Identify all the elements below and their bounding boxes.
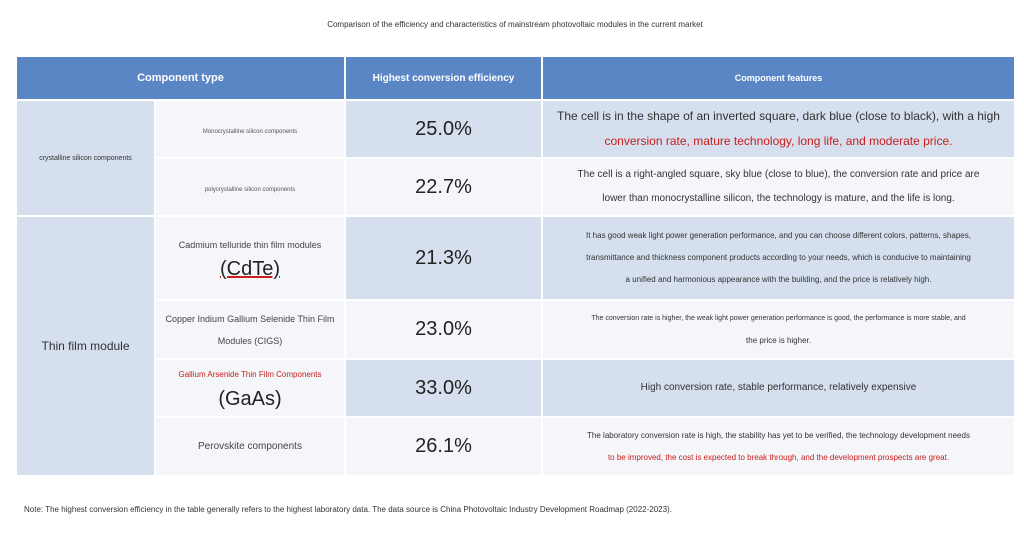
features-line-highlight: to be improved, the cost is expected to break through, and the development prospects are great. bbox=[607, 452, 950, 462]
header-row bbox=[16, 56, 1015, 100]
type-abbreviation: (CdTe) bbox=[219, 258, 280, 280]
type-label: Copper Indium Gallium Selenide Thin Film bbox=[165, 313, 335, 324]
table-row bbox=[16, 417, 1015, 476]
type-label: Cadmium telluride thin film modules bbox=[178, 240, 322, 250]
features-cell bbox=[542, 300, 1015, 359]
features-line: the price is higher. bbox=[746, 335, 811, 345]
features-line: It has good weak light power generation performance, and you can choose different colors, patterns, shapes, bbox=[586, 231, 971, 240]
table-row bbox=[16, 216, 1015, 300]
features-line: High conversion rate, stable performance, relatively expensive bbox=[640, 382, 917, 393]
features-cell bbox=[542, 417, 1015, 476]
header-features: Component features bbox=[542, 56, 1015, 100]
features-line: transmittance and thickness component products according to your needs, which is conducive to maintaining bbox=[586, 253, 971, 262]
efficiency-cell: 23.0% bbox=[345, 300, 542, 359]
type-cell bbox=[155, 300, 345, 359]
table-row bbox=[16, 158, 1015, 216]
features-line: The laboratory conversion rate is high, the stability has yet to be verified, the technology development needs bbox=[587, 430, 970, 440]
efficiency-cell: 21.3% bbox=[345, 216, 542, 300]
group-thin-film: Thin film module bbox=[16, 216, 155, 476]
efficiency-cell: 22.7% bbox=[345, 158, 542, 216]
features-cell bbox=[542, 158, 1015, 216]
group-crystalline-silicon: crystalline silicon components bbox=[16, 100, 155, 216]
features-line-highlight: conversion rate, mature technology, long life, and moderate price. bbox=[604, 134, 953, 148]
efficiency-cell: 25.0% bbox=[345, 100, 542, 158]
type-cell bbox=[155, 359, 345, 417]
comparison-table bbox=[15, 55, 1016, 477]
efficiency-cell: 26.1% bbox=[345, 417, 542, 476]
features-cell bbox=[542, 100, 1015, 158]
page-title: Comparison of the efficiency and characteristics of mainstream photovoltaic modules in the current market bbox=[327, 20, 703, 29]
type-label: polycrystalline silicon components bbox=[204, 187, 296, 193]
type-abbreviation: (GaAs) bbox=[218, 388, 282, 410]
table-row bbox=[16, 359, 1015, 417]
type-label: Perovskite components bbox=[198, 440, 302, 452]
header-efficiency: Highest conversion efficiency bbox=[345, 56, 542, 100]
header-component-type: Component type bbox=[16, 56, 345, 100]
features-line: The cell is in the shape of an inverted square, dark blue (close to black), with a high bbox=[557, 109, 1000, 123]
features-line: lower than monocrystalline silicon, the technology is mature, and the life is long. bbox=[602, 193, 955, 204]
features-cell bbox=[542, 216, 1015, 300]
efficiency-cell: 33.0% bbox=[345, 359, 542, 417]
table-row bbox=[16, 100, 1015, 158]
type-cell bbox=[155, 216, 345, 300]
footnote: Note: The highest conversion efficiency in the table generally refers to the highest laboratory data. The data source is China Photovoltaic Industry Development Roadmap (2022-2023). bbox=[24, 505, 672, 514]
features-cell bbox=[542, 359, 1015, 417]
features-line: The cell is a right-angled square, sky blue (close to blue), the conversion rate and price are bbox=[577, 169, 980, 180]
type-cell bbox=[155, 100, 345, 158]
features-line: The conversion rate is higher, the weak light power generation performance is good, the performance is more stable, and bbox=[591, 314, 966, 322]
type-cell bbox=[155, 417, 345, 476]
table-row bbox=[16, 300, 1015, 359]
features-line: a unified and harmonious appearance with the building, and the price is relatively high. bbox=[625, 275, 932, 284]
type-label-highlight: Gallium Arsenide Thin Film Components bbox=[178, 370, 322, 379]
type-cell bbox=[155, 158, 345, 216]
type-label-line2: Modules (CIGS) bbox=[217, 335, 283, 346]
type-label: Monocrystalline silicon components bbox=[202, 129, 298, 135]
